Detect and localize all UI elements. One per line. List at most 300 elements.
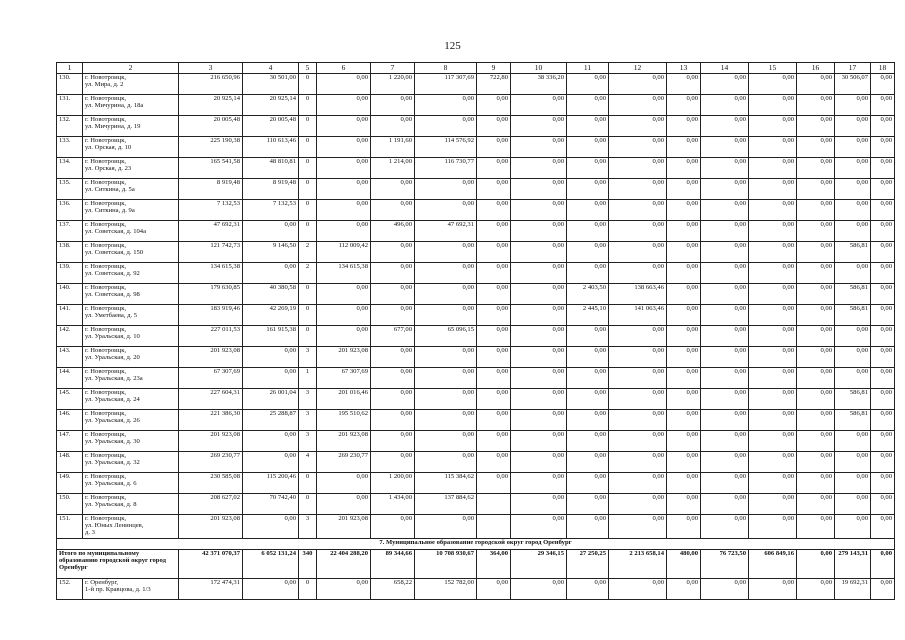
value-cell: 0,00 [749,305,797,326]
value-cell: 0,00 [797,347,835,368]
address-cell: г. Новотроицк, ул. Мира, д. 2 [83,74,179,95]
value-cell: 2 445,10 [567,305,609,326]
value-cell: 0,00 [477,116,511,137]
value-cell: 0,00 [871,221,895,242]
value-cell: 0,00 [667,179,701,200]
table-row [57,494,895,515]
value-cell: 0,00 [797,410,835,431]
value-cell: 0 [299,200,317,221]
value-cell: 230 585,08 [179,473,243,494]
value-cell: 0,00 [609,116,667,137]
address-cell: г. Новотроицк, ул. Уральская, д. 23а [83,368,179,389]
value-cell: 0,00 [511,452,567,473]
row-number: 135. [57,179,83,200]
value-cell: 0,00 [797,305,835,326]
row-number: 146. [57,410,83,431]
column-number: 2 [83,63,179,74]
value-cell: 0,00 [749,179,797,200]
value-cell: 134 615,38 [317,263,371,284]
value-cell: 0,00 [667,431,701,452]
section-title: 7. Муниципальное образование городской округ город Оренбург [57,538,895,549]
value-cell: 195 510,62 [317,410,371,431]
value-cell: 0 [299,284,317,305]
value-cell: 0,00 [317,74,371,95]
address-cell: г. Новотроицк, ул. Уральская, д. 6 [83,473,179,494]
value-cell [477,515,511,539]
value-cell: 0,00 [701,326,749,347]
value-cell: 0,00 [609,200,667,221]
value-cell: 0,00 [243,452,299,473]
value-cell: 47 692,31 [179,221,243,242]
value-cell: 0,00 [871,578,895,599]
value-cell: 2 [299,242,317,263]
value-cell: 0 [299,578,317,599]
value-cell: 0,00 [701,74,749,95]
value-cell: 1 [299,368,317,389]
row-number: 142. [57,326,83,347]
value-cell: 586,81 [835,284,871,305]
value-cell: 0,00 [317,179,371,200]
value-cell: 0,00 [835,431,871,452]
value-cell: 0,00 [609,179,667,200]
value-cell: 0,00 [835,515,871,539]
address-cell: г. Новотроицк, ул. Ситкина, д. 9а [83,200,179,221]
value-cell: 0,00 [835,95,871,116]
value-cell: 0,00 [667,410,701,431]
value-cell: 0,00 [317,578,371,599]
value-cell: 0,00 [667,137,701,158]
value-cell: 0,00 [317,95,371,116]
value-cell: 0,00 [511,431,567,452]
value-cell: 0 [299,116,317,137]
value-cell: 0,00 [567,95,609,116]
value-cell: 4 [299,452,317,473]
value-cell: 0,00 [567,578,609,599]
value-cell: 0,00 [871,431,895,452]
address-cell: г. Новотроицк, ул. Мичурина, д. 19 [83,116,179,137]
total-value: 76 723,50 [701,549,749,578]
value-cell: 0,00 [609,137,667,158]
value-cell: 0,00 [477,347,511,368]
value-cell: 0,00 [797,452,835,473]
value-cell: 0,00 [749,326,797,347]
value-cell: 179 630,85 [179,284,243,305]
value-cell: 221 386,30 [179,410,243,431]
value-cell: 0,00 [243,431,299,452]
value-cell: 0 [299,221,317,242]
address-cell: г. Новотроицк, ул. Ситкина, д. 5а [83,179,179,200]
value-cell: 0,00 [371,368,415,389]
table-row [57,137,895,158]
total-value: 42 371 070,37 [179,549,243,578]
value-cell: 0,00 [749,200,797,221]
value-cell: 0,00 [511,326,567,347]
row-number: 136. [57,200,83,221]
value-cell: 0,00 [871,368,895,389]
value-cell: 0,00 [609,389,667,410]
value-cell: 0,00 [797,578,835,599]
row-number: 138. [57,242,83,263]
value-cell: 586,81 [835,389,871,410]
row-number: 132. [57,116,83,137]
value-cell: 0,00 [749,74,797,95]
value-cell: 0,00 [511,305,567,326]
value-cell: 0,00 [797,74,835,95]
value-cell: 0,00 [415,431,477,452]
address-cell: г. Новотроицк, ул. Уральская, д. 10 [83,326,179,347]
value-cell: 269 230,77 [317,452,371,473]
value-cell: 9 146,50 [243,242,299,263]
value-cell: 172 474,31 [179,578,243,599]
value-cell: 0,00 [667,368,701,389]
value-cell: 0,00 [609,263,667,284]
table-row [57,242,895,263]
value-cell: 0,00 [243,263,299,284]
value-cell: 0,00 [667,95,701,116]
value-cell: 0,00 [667,200,701,221]
value-cell: 8 919,48 [179,179,243,200]
value-cell: 2 [299,263,317,284]
value-cell: 0,00 [371,347,415,368]
value-cell: 19 692,31 [835,578,871,599]
value-cell: 0,00 [511,116,567,137]
value-cell: 0,00 [701,221,749,242]
value-cell: 0,00 [701,284,749,305]
value-cell: 0,00 [609,95,667,116]
value-cell: 0,00 [667,347,701,368]
value-cell: 0,00 [701,179,749,200]
value-cell: 0,00 [609,431,667,452]
value-cell: 0 [299,74,317,95]
value-cell: 0,00 [477,578,511,599]
value-cell: 0,00 [415,515,477,539]
value-cell: 0,00 [835,137,871,158]
value-cell: 138 663,46 [609,284,667,305]
row-number: 152. [57,578,83,599]
value-cell: 0,00 [701,200,749,221]
value-cell: 0 [299,494,317,515]
value-cell: 0,00 [667,116,701,137]
value-cell: 0,00 [749,368,797,389]
value-cell: 0,00 [667,74,701,95]
column-number: 12 [609,63,667,74]
table-row [57,284,895,305]
value-cell: 3 [299,515,317,539]
value-cell: 0,00 [317,221,371,242]
value-cell: 0,00 [667,494,701,515]
column-number: 13 [667,63,701,74]
value-cell: 1 434,00 [371,494,415,515]
address-cell: г. Новотроицк, ул. Уметбаева, д. 5 [83,305,179,326]
column-number: 4 [243,63,299,74]
value-cell: 0,00 [317,473,371,494]
value-cell: 0,00 [701,452,749,473]
row-number: 131. [57,95,83,116]
column-number: 18 [871,63,895,74]
value-cell: 0,00 [797,473,835,494]
value-cell: 1 200,00 [371,473,415,494]
value-cell: 0,00 [749,494,797,515]
value-cell: 0,00 [871,242,895,263]
value-cell: 0,00 [835,473,871,494]
value-cell: 0,00 [477,326,511,347]
address-cell: г. Новотроицк, ул. Уральская, д. 8 [83,494,179,515]
value-cell: 141 063,46 [609,305,667,326]
value-cell: 201 923,08 [179,515,243,539]
total-value: 27 250,25 [567,549,609,578]
value-cell: 0,00 [749,515,797,539]
value-cell: 201 923,08 [317,431,371,452]
value-cell: 0,00 [243,347,299,368]
value-cell: 0,00 [511,515,567,539]
value-cell: 0,00 [567,242,609,263]
value-cell: 0,00 [477,284,511,305]
value-cell: 8 919,48 [243,179,299,200]
column-number: 6 [317,63,371,74]
value-cell: 0,00 [835,494,871,515]
value-cell: 0,00 [415,452,477,473]
data-table [56,62,895,600]
value-cell: 216 650,96 [179,74,243,95]
value-cell: 0,00 [749,578,797,599]
value-cell: 0,00 [511,95,567,116]
value-cell: 0,00 [415,347,477,368]
value-cell: 0,00 [667,326,701,347]
value-cell: 0,00 [701,158,749,179]
value-cell: 0,00 [567,410,609,431]
value-cell: 0,00 [871,452,895,473]
value-cell: 0,00 [511,494,567,515]
value-cell: 0,00 [511,410,567,431]
table-row [57,347,895,368]
value-cell: 0,00 [477,410,511,431]
value-cell: 0,00 [609,368,667,389]
value-cell: 0,00 [567,179,609,200]
value-cell: 0,00 [667,242,701,263]
value-cell: 0,00 [701,347,749,368]
value-cell: 0,00 [371,410,415,431]
value-cell: 722,80 [477,74,511,95]
value-cell: 0,00 [609,221,667,242]
value-cell: 0,00 [797,158,835,179]
value-cell: 0,00 [317,116,371,137]
value-cell: 137 884,62 [415,494,477,515]
address-cell: г. Новотроицк, ул. Советская, д. 92 [83,263,179,284]
value-cell: 0,00 [371,389,415,410]
value-cell: 3 [299,431,317,452]
value-cell: 0,00 [749,95,797,116]
table-row [57,326,895,347]
table-row [57,221,895,242]
value-cell: 0,00 [415,389,477,410]
value-cell: 677,00 [371,326,415,347]
value-cell: 0,00 [835,347,871,368]
value-cell: 152 782,00 [415,578,477,599]
value-cell: 0,00 [667,284,701,305]
value-cell: 201 016,46 [317,389,371,410]
value-cell: 0,00 [415,368,477,389]
value-cell: 0,00 [701,95,749,116]
column-number: 9 [477,63,511,74]
value-cell: 0,00 [567,326,609,347]
value-cell: 225 190,38 [179,137,243,158]
value-cell: 0,00 [609,242,667,263]
page-number: 125 [444,40,461,52]
value-cell: 26 001,04 [243,389,299,410]
value-cell: 1 214,00 [371,158,415,179]
value-cell: 0,00 [871,137,895,158]
value-cell: 0,00 [835,200,871,221]
address-cell: г. Новотроицк, ул. Уральская, д. 24 [83,389,179,410]
value-cell: 0,00 [667,578,701,599]
value-cell: 0,00 [477,368,511,389]
value-cell: 0,00 [835,368,871,389]
table-row [57,473,895,494]
value-cell: 0,00 [567,347,609,368]
table-row [57,263,895,284]
value-cell: 0,00 [871,305,895,326]
value-cell: 0,00 [415,95,477,116]
value-cell: 0,00 [749,242,797,263]
column-number: 8 [415,63,477,74]
value-cell: 0,00 [415,242,477,263]
value-cell: 3 [299,347,317,368]
value-cell: 0,00 [835,158,871,179]
value-cell: 0,00 [749,452,797,473]
table-row [57,116,895,137]
value-cell: 0,00 [835,263,871,284]
value-cell: 42 269,19 [243,305,299,326]
value-cell: 47 692,31 [415,221,477,242]
value-cell: 0,00 [415,200,477,221]
table-row [57,179,895,200]
total-value: 2 213 658,14 [609,549,667,578]
column-number: 3 [179,63,243,74]
row-number: 144. [57,368,83,389]
value-cell: 0,00 [511,179,567,200]
value-cell: 0,00 [371,431,415,452]
value-cell: 227 011,53 [179,326,243,347]
value-cell: 0,00 [701,578,749,599]
value-cell: 0,00 [797,200,835,221]
value-cell: 48 810,81 [243,158,299,179]
value-cell: 0,00 [835,221,871,242]
value-cell: 0,00 [667,515,701,539]
value-cell: 0,00 [317,137,371,158]
value-cell: 0,00 [749,116,797,137]
value-cell: 0,00 [511,578,567,599]
value-cell: 0,00 [477,221,511,242]
value-cell: 67 307,69 [179,368,243,389]
value-cell: 0,00 [317,305,371,326]
value-cell: 3 [299,389,317,410]
value-cell: 0,00 [371,179,415,200]
value-cell: 0,00 [511,284,567,305]
value-cell: 0,00 [477,452,511,473]
value-cell: 0,00 [477,242,511,263]
value-cell: 0,00 [871,326,895,347]
address-cell: г. Новотроицк, ул. Мичурина, д. 18а [83,95,179,116]
value-cell: 0,00 [477,305,511,326]
value-cell: 115 200,46 [243,473,299,494]
table-row [57,431,895,452]
value-cell: 0,00 [871,494,895,515]
value-cell: 134 615,38 [179,263,243,284]
value-cell: 121 742,73 [179,242,243,263]
row-number: 140. [57,284,83,305]
value-cell: 0,00 [567,473,609,494]
value-cell: 116 730,77 [415,158,477,179]
value-cell: 0,00 [317,284,371,305]
value-cell: 0,00 [567,158,609,179]
value-cell: 0,00 [749,410,797,431]
value-cell: 0,00 [371,116,415,137]
row-number: 150. [57,494,83,515]
value-cell: 0,00 [511,368,567,389]
value-cell: 117 307,69 [415,74,477,95]
value-cell: 0,00 [667,221,701,242]
value-cell: 0 [299,158,317,179]
value-cell: 0,00 [871,347,895,368]
column-number: 17 [835,63,871,74]
column-number: 15 [749,63,797,74]
value-cell: 0,00 [609,347,667,368]
value-cell: 0,00 [835,452,871,473]
value-cell: 0,00 [701,263,749,284]
value-cell: 7 132,53 [179,200,243,221]
value-cell: 269 230,77 [179,452,243,473]
value-cell: 0,00 [871,95,895,116]
row-number: 137. [57,221,83,242]
value-cell: 20 925,14 [243,95,299,116]
value-cell: 0,00 [749,158,797,179]
total-value: 6 052 131,24 [243,549,299,578]
value-cell: 201 923,08 [179,431,243,452]
address-cell: г. Новотроицк, ул. Уральская, д. 30 [83,431,179,452]
value-cell: 0,00 [567,452,609,473]
value-cell: 0,00 [371,95,415,116]
table-row [57,74,895,95]
value-cell: 40 380,58 [243,284,299,305]
value-cell: 0,00 [797,431,835,452]
value-cell: 658,22 [371,578,415,599]
value-cell: 0,00 [701,473,749,494]
value-cell: 0,00 [567,494,609,515]
value-cell: 20 005,48 [243,116,299,137]
value-cell: 0,00 [477,200,511,221]
value-cell: 0,00 [567,368,609,389]
value-cell: 0,00 [567,137,609,158]
table-row [57,158,895,179]
value-cell: 0,00 [567,200,609,221]
total-value: 10 708 930,67 [415,549,477,578]
value-cell: 38 336,20 [511,74,567,95]
total-value: 29 346,15 [511,549,567,578]
value-cell: 0,00 [477,263,511,284]
value-cell: 0,00 [511,137,567,158]
value-cell: 0,00 [567,116,609,137]
value-cell: 0,00 [667,389,701,410]
row-number: 149. [57,473,83,494]
value-cell [477,494,511,515]
row-number: 145. [57,389,83,410]
total-value: 89 344,66 [371,549,415,578]
value-cell: 0,00 [567,389,609,410]
value-cell: 0,00 [749,284,797,305]
value-cell: 496,00 [371,221,415,242]
value-cell: 0,00 [871,473,895,494]
table-row [57,389,895,410]
